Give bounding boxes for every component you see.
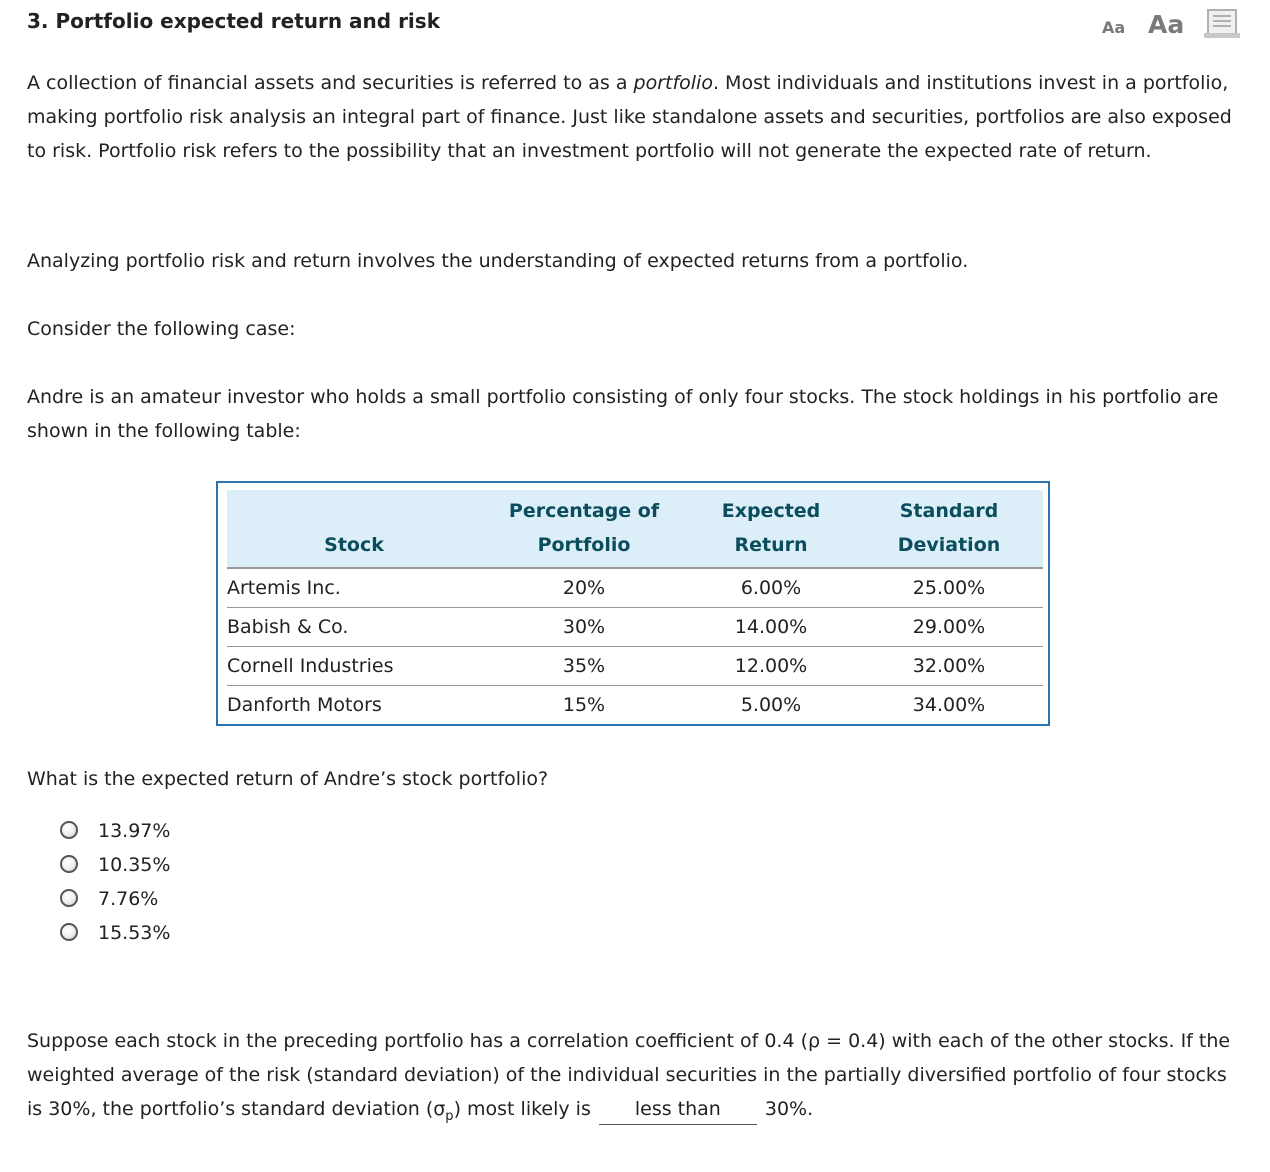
table-row [227,608,1043,647]
radio-button[interactable] [60,821,78,839]
header-standard-deviation: Standard Deviation [855,490,1043,568]
intro-paragraph-analysis: Analyzing portfolio risk and return involves the understanding of expected returns from a portfolio. [27,250,969,272]
stock-holdings-table-container [216,481,1050,726]
portfolio-term: portfolio [633,72,713,94]
risk-comparison-dropdown[interactable]: less than [599,1094,757,1125]
font-size-toolbar [1098,8,1248,42]
option-label[interactable]: 10.35% [98,854,171,876]
cell-expected-return: 14.00% [687,608,855,647]
radio-button[interactable] [60,923,78,941]
intro-paragraph-case: Consider the following case: [27,318,296,340]
sigma-subscript: p [445,1108,454,1124]
cell-stock: Danforth Motors [227,694,382,716]
question-portfolio-risk: Suppose each stock in the preceding portfolio has a correlation coefficient of 0.4 (ρ = 0.4) with each of the other stocks. If the weighted average of the risk (standard deviation) of the individual securities in the partially diversified portfolio of four stocks is 30%, the portfolio’s standard deviation $(\sigma_p)$ most likely is less than 30%. [27,1030,1231,1124]
table-row [227,647,1043,686]
cell-expected-return: 5.00% [740,694,802,716]
cell-standard-deviation: 34.00% [912,694,986,716]
cell-expected-return: 12.00% [687,647,855,686]
stock-holdings-table [227,490,1043,724]
header-percentage: Percentage of Portfolio [481,490,687,568]
radio-button[interactable] [60,855,78,873]
header-expected-return: Expected Return [687,490,855,568]
table-row [227,686,1043,725]
intro-paragraph-andre: Andre is an amateur investor who holds a small portfolio consisting of only four stocks. The stock holdings in his portfolio are shown in the following table: [27,386,1219,442]
cell-stock: Cornell Industries [227,647,481,686]
decrease-font-button[interactable]: Aa [1102,18,1126,37]
question-title: 3. Portfolio expected return and risk [27,9,440,33]
cell-percentage: 30% [481,608,687,647]
increase-font-button[interactable]: Aa [1148,10,1185,39]
document-icon[interactable] [1204,8,1242,40]
cell-standard-deviation: 32.00% [855,647,1043,686]
table-header-row [227,490,1043,568]
cell-percentage: 20% [481,568,687,608]
radio-button[interactable] [60,889,78,907]
cell-stock: Artemis Inc. [227,568,481,608]
option-label[interactable]: 7.76% [98,888,159,910]
cell-stock: Babish & Co. [227,608,481,647]
intro-paragraph-portfolio: A collection of financial assets and securities is referred to as a portfolio. Most individuals and institutions invest in a portfolio, making portfolio risk analysis an integral part of finance. Just like standalone assets and securities, portfolios are also exposed to risk. Portfolio risk refers to the possibility that an investment portfolio will not generate the expected rate of return. [27,72,1232,162]
cell-standard-deviation: 25.00% [855,568,1043,608]
table-row [227,568,1043,608]
cell-standard-deviation: 29.00% [855,608,1043,647]
option-label[interactable]: 15.53% [98,922,171,944]
question-expected-return-prompt: What is the expected return of Andre’s stock portfolio? [27,768,549,790]
cell-percentage: 15% [562,694,606,716]
cell-expected-return: 6.00% [687,568,855,608]
option-label[interactable]: 13.97% [98,820,171,842]
header-stock: Stock [227,490,481,568]
cell-percentage: 35% [481,647,687,686]
